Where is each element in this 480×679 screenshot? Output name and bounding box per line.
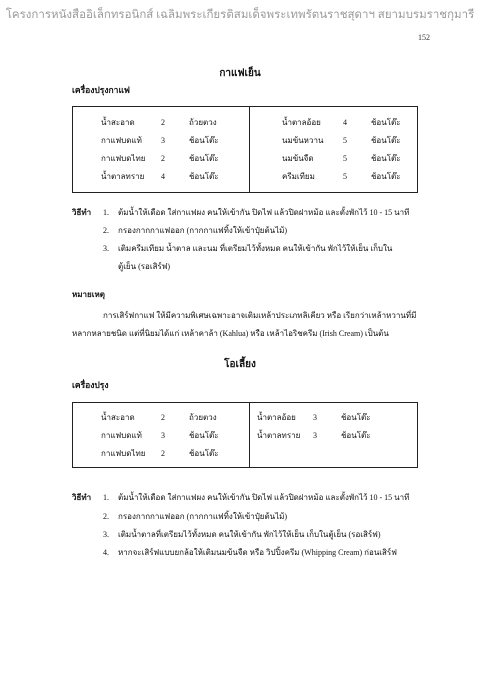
page-header: โครงการหนังสืออิเล็กทรอนิกส์ เฉลิมพระเกียรติสมเด็จพระเทพรัตนราชสุดาฯ สยามบรมราชกุมารี (5, 9, 475, 21)
ingredient-qty: 3 (161, 431, 165, 440)
page-number: 152 (418, 33, 430, 42)
ingredient-name: ครีมเทียม (282, 172, 315, 181)
step-number: 1. (103, 208, 109, 217)
ingredient-qty: 4 (161, 172, 165, 181)
step-number: 2. (103, 226, 109, 235)
ingredient-name: นมข้นหวาน (282, 136, 324, 145)
ingredient-qty: 2 (161, 413, 165, 422)
ingredient-qty: 2 (161, 449, 165, 458)
recipe-title-iced-coffee: กาแฟเย็น (219, 68, 261, 79)
ingredient-qty: 5 (343, 136, 347, 145)
step-text: หากจะเสิร์ฟแบบยกล้อให้เติมนมข้นจืด หรือ วิปปิ้งครีม (Whipping Cream) ก่อนเสิร์ฟ (118, 548, 397, 557)
step-text: ต้มน้ำให้เดือด ใส่กาแฟผง คนให้เข้ากัน ปิดไฟ แล้วปิดฝาหม้อ และตั้งพักไว้ 10 - 15 นาที (118, 208, 410, 217)
note-text-line2: หลากหลายชนิด แต่ที่นิยมได้แก่ เหล้าคาล้า (Kahlua) หรือ เหล้าไอริชครีม (Irish Cream) เป็นต้น (72, 329, 389, 338)
ingredient-unit: ถ้วยตวง (189, 118, 217, 127)
table-divider (249, 107, 250, 192)
step-text: เติมครีมเทียม น้ำตาล และนม ที่เตรียมไว้ทั้งหมด คนให้เข้ากัน พักไว้ให้เย็น เก็บใน (118, 244, 393, 253)
step-text: ต้มน้ำให้เดือด ใส่กาแฟผง คนให้เข้ากัน ปิดไฟ แล้วปิดฝาหม้อ และตั้งพักไว้ 10 - 15 นาที (118, 493, 410, 502)
step-number: 2. (103, 512, 109, 521)
ingredient-unit: ช้อนโต๊ะ (371, 136, 401, 145)
ingredient-name: กาแฟบดไทย (101, 154, 146, 163)
ingredient-name: น้ำตาลทราย (101, 172, 145, 181)
ingredient-unit: ช้อนโต๊ะ (371, 118, 401, 127)
ingredient-qty: 3 (161, 136, 165, 145)
table-divider (249, 403, 250, 467)
method-label: วิธีทำ (72, 208, 92, 217)
note-text-line1: การเสิร์ฟกาแฟ ให้มีความพิเศษเฉพาะอาจเติมเหล้าประเภทลิเคียว หรือ เรียกว่าเหล้าหวานที่มี (103, 311, 417, 320)
ingredients-heading: เครื่องปรุง (72, 380, 109, 390)
step-text: เติมน้ำตาลที่เตรียมไว้ทั้งหมด คนให้เข้ากัน พักไว้ให้เย็น เก็บในตู้เย็น (รอเสิร์ฟ) (118, 530, 381, 539)
ingredient-name: นมข้นจืด (282, 154, 314, 163)
step-number: 4. (103, 548, 109, 557)
ingredient-qty: 3 (313, 413, 317, 422)
recipe-title-oliang: โอเลี้ยง (224, 359, 256, 370)
ingredient-qty: 4 (343, 118, 347, 127)
ingredient-unit: ช้อนโต๊ะ (189, 431, 219, 440)
ingredient-unit: ช้อนโต๊ะ (371, 172, 401, 181)
ingredient-unit: ถ้วยตวง (189, 413, 217, 422)
ingredient-name: น้ำตาลอ้อย (257, 413, 296, 422)
ingredient-unit: ช้อนโต๊ะ (341, 431, 371, 440)
ingredient-unit: ช้อนโต๊ะ (189, 449, 219, 458)
ingredient-unit: ช้อนโต๊ะ (341, 413, 371, 422)
ingredient-name: กาแฟบดไทย (101, 449, 146, 458)
step-number: 3. (103, 530, 109, 539)
ingredient-qty: 3 (313, 431, 317, 440)
ingredient-name: กาแฟบดแท้ (101, 136, 142, 145)
ingredient-name: น้ำตาลทราย (257, 431, 301, 440)
ingredient-name: กาแฟบดแท้ (101, 431, 142, 440)
step-number: 3. (103, 244, 109, 253)
ingredient-name: น้ำสะอาด (101, 118, 135, 127)
ingredient-name: น้ำสะอาด (101, 413, 135, 422)
ingredient-qty: 2 (161, 154, 165, 163)
method-label: วิธีทำ (72, 493, 92, 502)
step-number: 1. (103, 493, 109, 502)
ingredient-unit: ช้อนโต๊ะ (189, 154, 219, 163)
step-text-continued: ตู้เย็น (รอเสิร์ฟ) (118, 262, 171, 271)
step-text: กรองกากกาแฟออก (กากกาแฟทิ้งให้เข้าปุ๋ยต้นไม้) (118, 226, 288, 235)
ingredient-name: น้ำตาลอ้อย (282, 118, 321, 127)
ingredient-qty: 5 (343, 172, 347, 181)
note-label: หมายเหตุ (72, 290, 105, 299)
ingredients-heading: เครื่องปรุงกาแฟ (72, 85, 130, 95)
step-text: กรองกากกาแฟออก (กากกาแฟทิ้งให้เข้าปุ๋ยต้นไม้) (118, 512, 288, 521)
ingredient-unit: ช้อนโต๊ะ (189, 172, 219, 181)
ingredients-table (72, 402, 418, 468)
ingredient-unit: ช้อนโต๊ะ (371, 154, 401, 163)
ingredient-qty: 5 (343, 154, 347, 163)
ingredient-unit: ช้อนโต๊ะ (189, 136, 219, 145)
ingredient-qty: 2 (161, 118, 165, 127)
ingredients-table (72, 106, 418, 193)
